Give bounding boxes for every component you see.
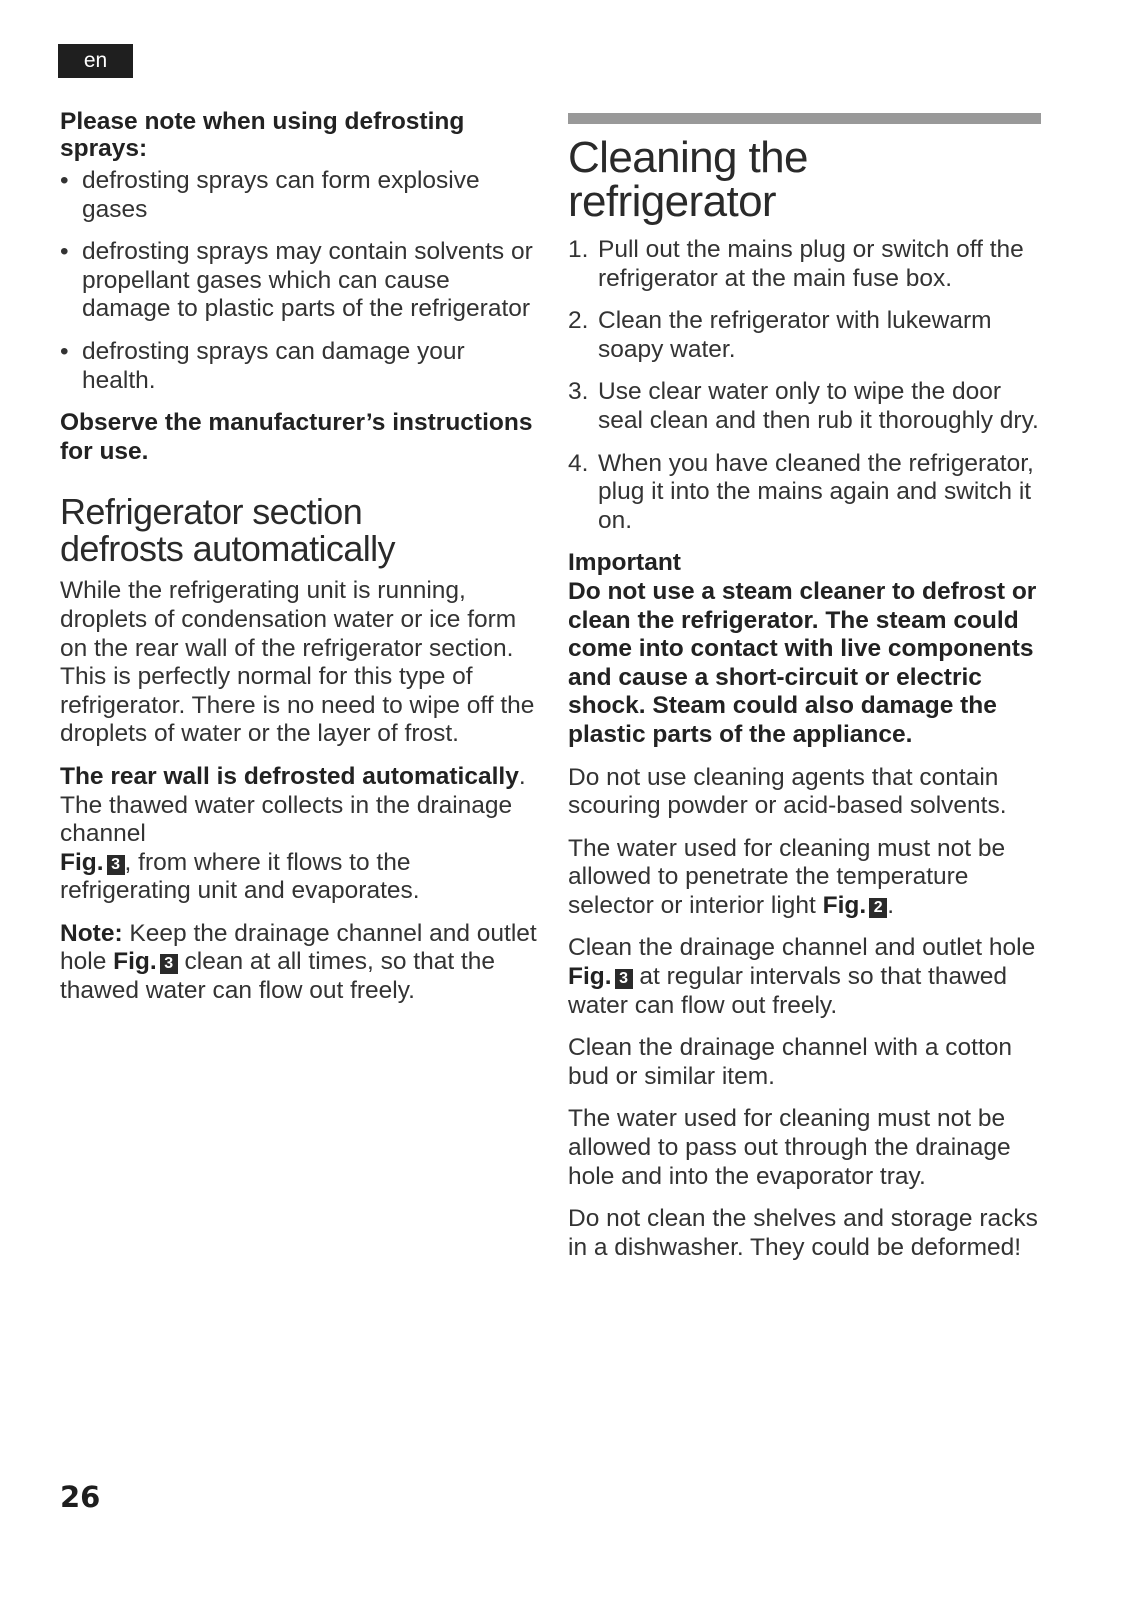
paragraph-text: Clean the drainage channel and outlet hole [568,934,1036,962]
fig-label: Fig. [113,948,157,976]
step-text: Pull out the mains plug or switch off the refrigerator at the main fuse box. [598,236,1024,292]
section-title-line: refrigerator [568,177,776,226]
right-column [568,108,1043,1262]
list-item [60,238,542,324]
rear-wall-bold: The rear wall is defrosted automatically [60,762,519,790]
evaporator-tray-paragraph: The water used for cleaning must not be allowed to pass out through the drainage hole and into the evaporator tray. [568,1105,1011,1190]
section-title-line: defrosts automatically [60,528,395,570]
figure-number-badge: 2 [869,898,887,918]
cleaning-agents-paragraph: Do not use cleaning agents that contain scouring powder or acid-based solvents. [568,763,1007,820]
list-item [568,378,1043,435]
defrosting-sprays-list [60,167,542,395]
note-tail: clean at all times, so that the thawed water can flow out freely. [60,948,495,1005]
note-paragraph [60,920,542,1006]
bullet-icon: • [60,337,69,365]
figure-number-badge: 3 [160,954,178,974]
cleaning-steps [568,236,1043,535]
list-item [60,167,542,224]
step-text: When you have cleaned the refrigerator, plug it into the mains again and switch it on. [598,449,1034,534]
rear-wall-text: . The thawed water collects in the drainage channel [60,762,526,848]
step-number: 4. [568,449,589,477]
rear-wall-tail: , from where it flows to the refrigerating unit and evaporates. [60,848,420,905]
step-number: 1. [568,236,589,263]
water-penetration-paragraph [568,835,1043,921]
section-title-line: Cleaning the [568,133,808,182]
list-item [60,338,542,395]
fig-label: Fig. [60,848,104,876]
list-item [568,450,1043,536]
language-badge: en [58,44,133,78]
note-text: Keep the drainage channel and outlet hole [60,919,537,976]
bullet-text: defrosting sprays may contain solvents or propellant gases which can cause damage to plastic parts of the refrigerator [82,238,533,323]
step-text: Use clear water only to wipe the door seal clean and then rub it thoroughly dry. [598,378,1039,434]
step-number: 2. [568,307,589,335]
bullet-icon: • [60,238,69,266]
cotton-bud-paragraph: Clean the drainage channel with a cotton bud or similar item. [568,1034,1013,1090]
important-warning: Do not use a steam cleaner to defrost or clean the refrigerator. The steam could come into contact with live components and cause a short-circuit or electric shock. Steam could also damage the plastic parts of the appliance. [568,577,1037,748]
defrosting-sprays-heading: Please note when using defrosting sprays: [60,108,465,162]
page-number: 26 [60,1480,101,1514]
step-text: Clean the refrigerator with lukewarm soapy water. [598,307,992,363]
drainage-channel-paragraph [568,934,1043,1020]
paragraph-text: The water used for cleaning must not be allowed to penetrate the temperature selector or interior light [568,834,1006,919]
fig-label: Fig. [822,891,867,919]
list-item [568,307,1043,364]
bullet-icon: • [60,167,69,194]
step-number: 3. [568,378,589,406]
section-divider [568,113,1041,124]
bullet-text: defrosting sprays can form explosive gases [82,167,480,223]
condensation-paragraph: While the refrigerating unit is running, droplets of condensation water or ice form on the rear wall of the refrigerator section. This is perfectly normal for this type of refrigerator. There is no need to wipe off the droplets of water or the layer of frost. [60,577,535,748]
note-label: Note: [60,919,123,947]
left-column [60,108,542,1006]
paragraph-tail: . [887,891,894,919]
section-title-cleaning [568,133,1043,226]
list-item [568,236,1043,293]
figure-number-badge: 3 [615,969,633,989]
observe-instructions: Observe the manufacturer’s instructions for use. [60,409,533,465]
section-title-auto-defrost [60,491,542,570]
important-label: Important [568,549,681,577]
fig-label: Fig. [568,963,612,991]
bullet-text: defrosting sprays can damage your health. [82,337,465,394]
rear-wall-paragraph [60,763,542,906]
figure-number-badge: 3 [107,855,125,875]
dishwasher-warning-paragraph: Do not clean the shelves and storage racks in a dishwasher. They could be deformed! [568,1205,1038,1261]
section-title-line: Refrigerator section [60,491,363,533]
paragraph-tail: at regular intervals so that thawed water can flow out freely. [568,963,1008,1019]
